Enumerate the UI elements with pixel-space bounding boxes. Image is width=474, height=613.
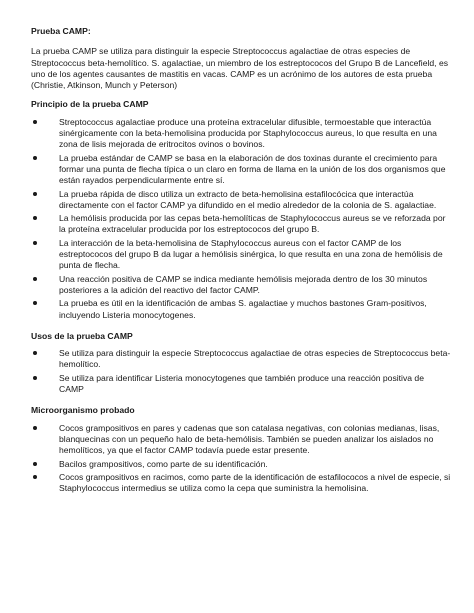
bullet-icon xyxy=(33,376,37,380)
bullet-icon xyxy=(33,120,37,124)
list-item xyxy=(31,472,451,495)
bullet-icon xyxy=(33,426,37,430)
list-item-text: Streptococcus agalactiae produce una proteína extracelular difusible, termoestable que interactúa sinérgicamente con la beta-hemolisina producida por Staphylococcus aureus, lo que resulta en una zona de lisis mejorada de eritrocitos ovinos o bovinos. xyxy=(59,116,437,150)
list-item xyxy=(31,213,451,236)
section-heading-principio: Principio de la prueba CAMP xyxy=(31,99,149,110)
list-item xyxy=(31,373,451,396)
document-title: Prueba CAMP: xyxy=(31,26,91,36)
list-item-text: La hemólisis producida por las cepas beta-hemolíticas de Staphylococcus aureus se ve reforzada por la proteína extracelular producida por los estreptococos del grupo B. xyxy=(59,213,446,235)
list-item xyxy=(31,348,451,371)
bullet-icon xyxy=(33,241,37,245)
list-item-text: La prueba estándar de CAMP se basa en la elaboración de dos toxinas durante el crecimiento para formar una punta de flecha típica o un claro en forma de llama en la unión de los dos organismos que están rayados perpendicularmente entre sí. xyxy=(59,152,446,186)
list-item-text: Se utiliza para identificar Listeria monocytogenes que también produce una reacción positiva de CAMP xyxy=(59,372,424,395)
bullet-icon xyxy=(33,351,37,355)
document-page xyxy=(31,26,451,496)
bullet-icon xyxy=(33,192,37,196)
bullet-icon xyxy=(33,462,37,466)
intro-paragraph: La prueba CAMP se utiliza para distinguir la especie Streptococcus agalactiae de otras especies de Streptococcus beta-hemolítico. S. agalactiae, un miembro de los estreptococos del Grupo B de Lancefield, es uno de los agentes causantes de mastitis en vacas. CAMP es un acrónimo de los autores de esta prueba (Christie, Atkinson, Munch y Peterson) xyxy=(31,46,449,91)
list-item xyxy=(31,423,451,457)
list-item-text: Una reacción positiva de CAMP se indica mediante hemólisis mejorada dentro de los 30 minutos posteriores a la adición del reactivo del factor CAMP. xyxy=(59,273,428,295)
list-item xyxy=(31,117,451,151)
list-item-text: Bacilos grampositivos, como parte de su identificación. xyxy=(59,458,268,469)
bullet-icon xyxy=(33,301,37,305)
bullet-icon xyxy=(33,216,37,220)
section-heading-usos: Usos de la prueba CAMP xyxy=(31,330,133,341)
bullet-list-microorganismo xyxy=(31,423,451,495)
list-item-text: La prueba rápida de disco utiliza un extracto de beta-hemolisina estafilocócica que interactúa directamente con el factor CAMP ya difundido en el medio alrededor de la colonia de S. agalactiae. xyxy=(59,188,437,210)
bullet-list-principio xyxy=(31,117,451,321)
list-item-text: Cocos grampositivos en pares y cadenas que son catalasa negativas, con colonias medianas, lisas, blanquecinas con un pequeño halo de beta-hemólisis. También se pueden analizar los aislados no hemolíticos, ya que el factor CAMP todavía puede estar presente. xyxy=(59,422,440,456)
bullet-icon xyxy=(33,475,37,479)
list-item-text: La prueba es útil en la identificación de ambas S. agalactiae y muchos bastones Gram-positivos, incluyendo Listeria monocytogenes. xyxy=(59,298,427,320)
list-item xyxy=(31,189,451,212)
section-heading-microorganismo: Microorganismo probado xyxy=(31,405,135,416)
bullet-icon xyxy=(33,156,37,160)
list-item-text: Se utiliza para distinguir la especie Streptococcus agalactiae de otras especies de Streptococcus beta-hemolítico. xyxy=(59,348,451,370)
list-item-text: Cocos grampositivos en racimos, como parte de la identificación de estafilococos a nivel de especie, si Staphylococcus intermedius se utiliza como la cepa que suministra la hemolisina. xyxy=(59,471,451,494)
bullet-list-usos xyxy=(31,348,451,395)
list-item-text: La interacción de la beta-hemolisina de Staphylococcus aureus con el factor CAMP de los estreptococos del grupo B da lugar a hemólisis sinérgica, lo que resulta en una zona de hemólisis de punta de flecha. xyxy=(59,237,443,271)
list-item xyxy=(31,298,451,321)
list-item xyxy=(31,238,451,272)
bullet-icon xyxy=(33,277,37,281)
list-item xyxy=(31,153,451,187)
list-item xyxy=(31,459,451,470)
list-item xyxy=(31,274,451,297)
